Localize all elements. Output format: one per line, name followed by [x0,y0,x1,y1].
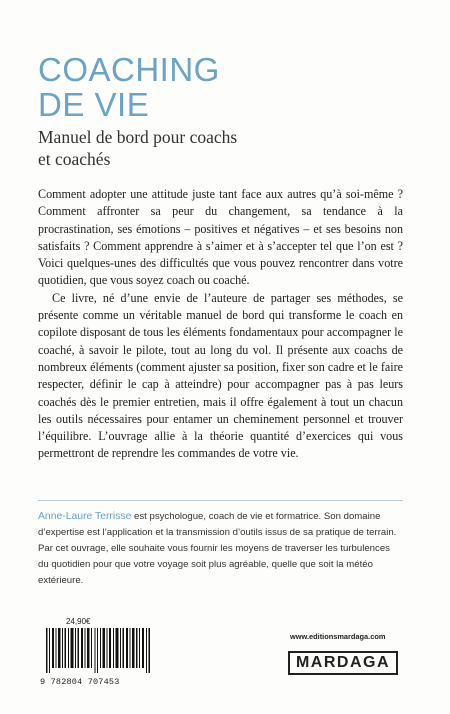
price-label: 24,90€ [66,617,91,626]
blurb-paragraph-1: Comment adopter une attitude juste tant face aux autres qu’à soi-même ? Comment affronter sa peur du changement, sa tendance à la procrastination, ses émotions – positives et négatives – et ses besoins non satisfaits ? Comment apprendre à s’aimer et à s’accepter tel que l’on est ? Voici quelques-unes des difficultés que vous pouvez rencontrer dans votre quotidien, que vous soyez coach ou coaché. [38,187,403,288]
barcode-icon [46,628,150,673]
book-subtitle-line1: Manuel de bord pour coachs [38,127,238,147]
section-divider [38,500,403,501]
publisher-logo: MARDAGA [288,651,398,675]
book-subtitle-line2: et coachés [38,149,111,169]
author-bio-text: est psychologue, coach de vie et formatrice. Son domaine d’expertise est l’application et la transmission d’outils issus de sa pratique de terrain. Par cet ouvrage, elle souhaite vous fournir les moyens de traverser les turbulences du quotidien pour que votre voyage soit plus agréable, quelle que soit la météo extérieure. [38,511,397,586]
author-bio [38,509,403,589]
publisher-website: www.editionsmardaga.com [290,632,386,641]
book-title-line1: COACHING [38,51,220,88]
book-title [38,52,220,122]
book-subtitle [38,126,237,170]
book-title-line2: DE VIE [38,86,150,123]
author-name: Anne-Laure Terrisse [38,511,132,522]
blurb [38,186,403,463]
isbn-digits: 9 782804 707453 [40,677,120,687]
blurb-paragraph-2: Ce livre, né d’une envie de l’auteure de partager ses méthodes, se présente comme un véritable manuel de bord qui transforme le coach en copilote disposant de tous les éléments fondamentaux pour accompagner le coaché, à savoir le pilote, tout au long du vol. Il présente aux coachs de nombreux éléments (comment ajuster sa position, fixer son cadre et le faire respecter, définir le cap à atteindre) pour accompagner pas à pas leurs coachés dès le premier entretien, mais il offre également à tout un chacun les outils nécessaires pour entamer un cheminement personnel et trouver l’équilibre. L’ouvrage allie à la théorie quantité d’exercices qui vous permettront de reprendre les commandes de votre vie. [38,290,403,461]
